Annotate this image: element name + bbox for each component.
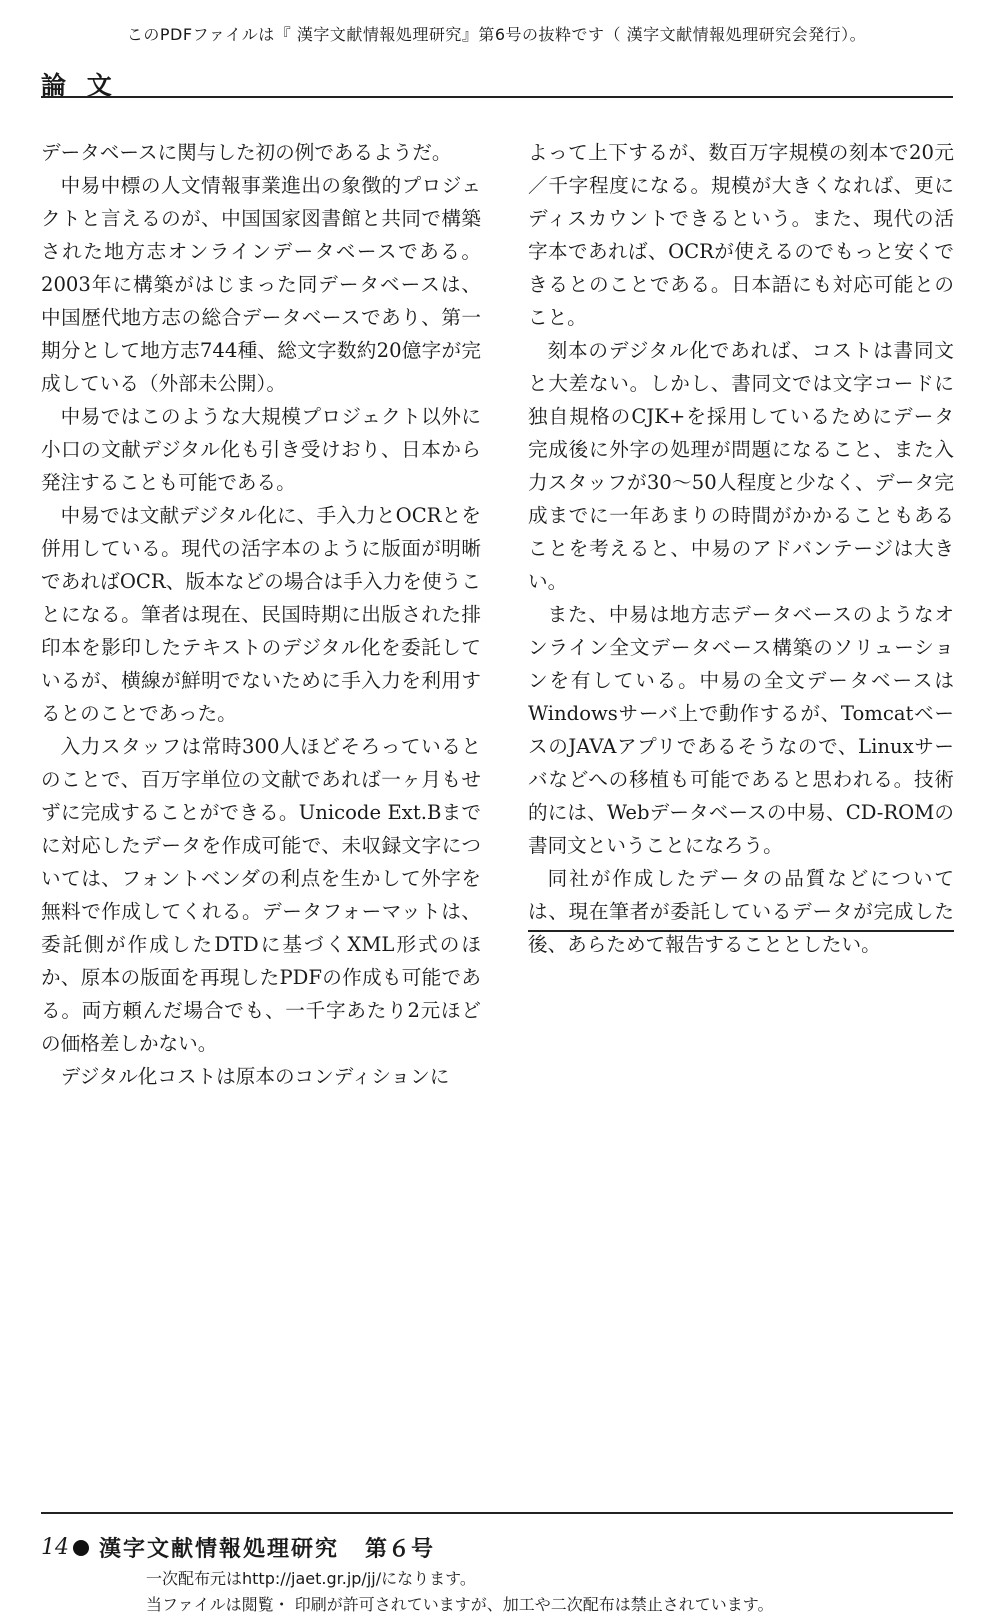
journal-title: 漢字文献情報処理研究 — [99, 1536, 340, 1562]
issue-number: 第６号 — [365, 1537, 435, 1562]
right-column — [528, 136, 954, 961]
section-label: 論 文 — [41, 71, 118, 100]
header-rule — [41, 96, 953, 98]
distribution-source: 一次配布元はhttp://jaet.gr.jp/jj/になります。 — [146, 1569, 476, 1588]
paragraph: 同社が作成したデータの品質などについては、現在筆者が委託しているデータが完成した後、あらためて報告することとしたい。 — [528, 867, 954, 956]
paragraph: 刻本のデジタル化であれば、コストは書同文と大差ない。しかし、書同文では文字コードに独自規格のCJK+を採用しているためにデータ完成後に外字の処理が問題になること、また入力スタッフが30〜50人程度と少なく、データ完成までに一年あまりの時間がかかることもあることを考えると、中易のアドバンテージは大きい。 — [528, 339, 954, 593]
article-end-rule — [528, 930, 954, 932]
paragraph: データベースに関与した初の例であるようだ。 — [41, 141, 452, 164]
distribution-terms: 当ファイルは閲覧・ 印刷が許可されていますが、加工や二次配布は禁止されています。 — [146, 1595, 774, 1614]
paragraph: デジタル化コストは原本のコンディションに — [60, 1065, 450, 1088]
left-column — [41, 136, 481, 1093]
paragraph: 中易では文献デジタル化に、手入力とOCRとを併用している。現代の活字本のように版面が明晰であればOCR、版本などの場合は手入力を使うことになる。筆者は現在、民国時期に出版された排印本を影印したテキストのデジタル化を委託しているが、横線が鮮明でないために手入力を利用するとのことであった。 — [41, 504, 481, 725]
bullet-icon — [73, 1540, 89, 1556]
paragraph: また、中易は地方志データベースのようなオンライン全文データベース構築のソリューションを有している。中易の全文データベースはWindowsサーバ上で動作するが、TomcatベースのJAVAアプリであるそうなので、Linuxサーバなどへの移植も可能であると思われる。技術的には、Webデータベースの中易、CD-ROMの書同文ということになろう。 — [528, 603, 954, 857]
paragraph: 中易ではこのような大規模プロジェクト以外に小口の文献デジタル化も引き受けおり、日本から発注することも可能である。 — [41, 405, 481, 494]
pdf-notice: このPDFファイルは『 漢字文献情報処理研究』第6号の抜粋です（ 漢字文献情報処理研究会発行）。 — [126, 25, 867, 44]
paragraph: 入力スタッフは常時300人ほどそろっているとのことで、百万字単位の文献であれば一ヶ月もせずに完成することができる。Unicode Ext.Bまでに対応したデータを作成可能で、未収録文字については、フォントベンダの利点を生かして外字を無料で作成してくれる。データフォーマットは、委託側が作成したDTDに基づくXML形式のほか、原本の版面を再現したPDFの作成も可能である。両方頼んだ場合でも、一千字あたり2元ほどの価格差しかない。 — [41, 735, 481, 1055]
paragraph: 中易中標の人文情報事業進出の象徴的プロジェクトと言えるのが、中国国家図書館と共同で構築された地方志オンラインデータベースである。2003年に構築がはじまった同データベースは、中国歴代地方志の総合データベースであり、第一期分として地方志744種、総文字数約20億字が完成している（外部未公開）。 — [41, 174, 481, 395]
footer-rule — [41, 1512, 953, 1514]
page-number: 14 — [41, 1535, 69, 1560]
paragraph: よって上下するが、数百万字規模の刻本で20元／千字程度になる。規模が大きくなれば、更にディスカウントできるという。また、現代の活字本であれば、OCRが使えるのでもっと安くできるとのことである。日本語にも対応可能とのこと。 — [528, 141, 954, 329]
page-footer — [41, 1532, 434, 1563]
